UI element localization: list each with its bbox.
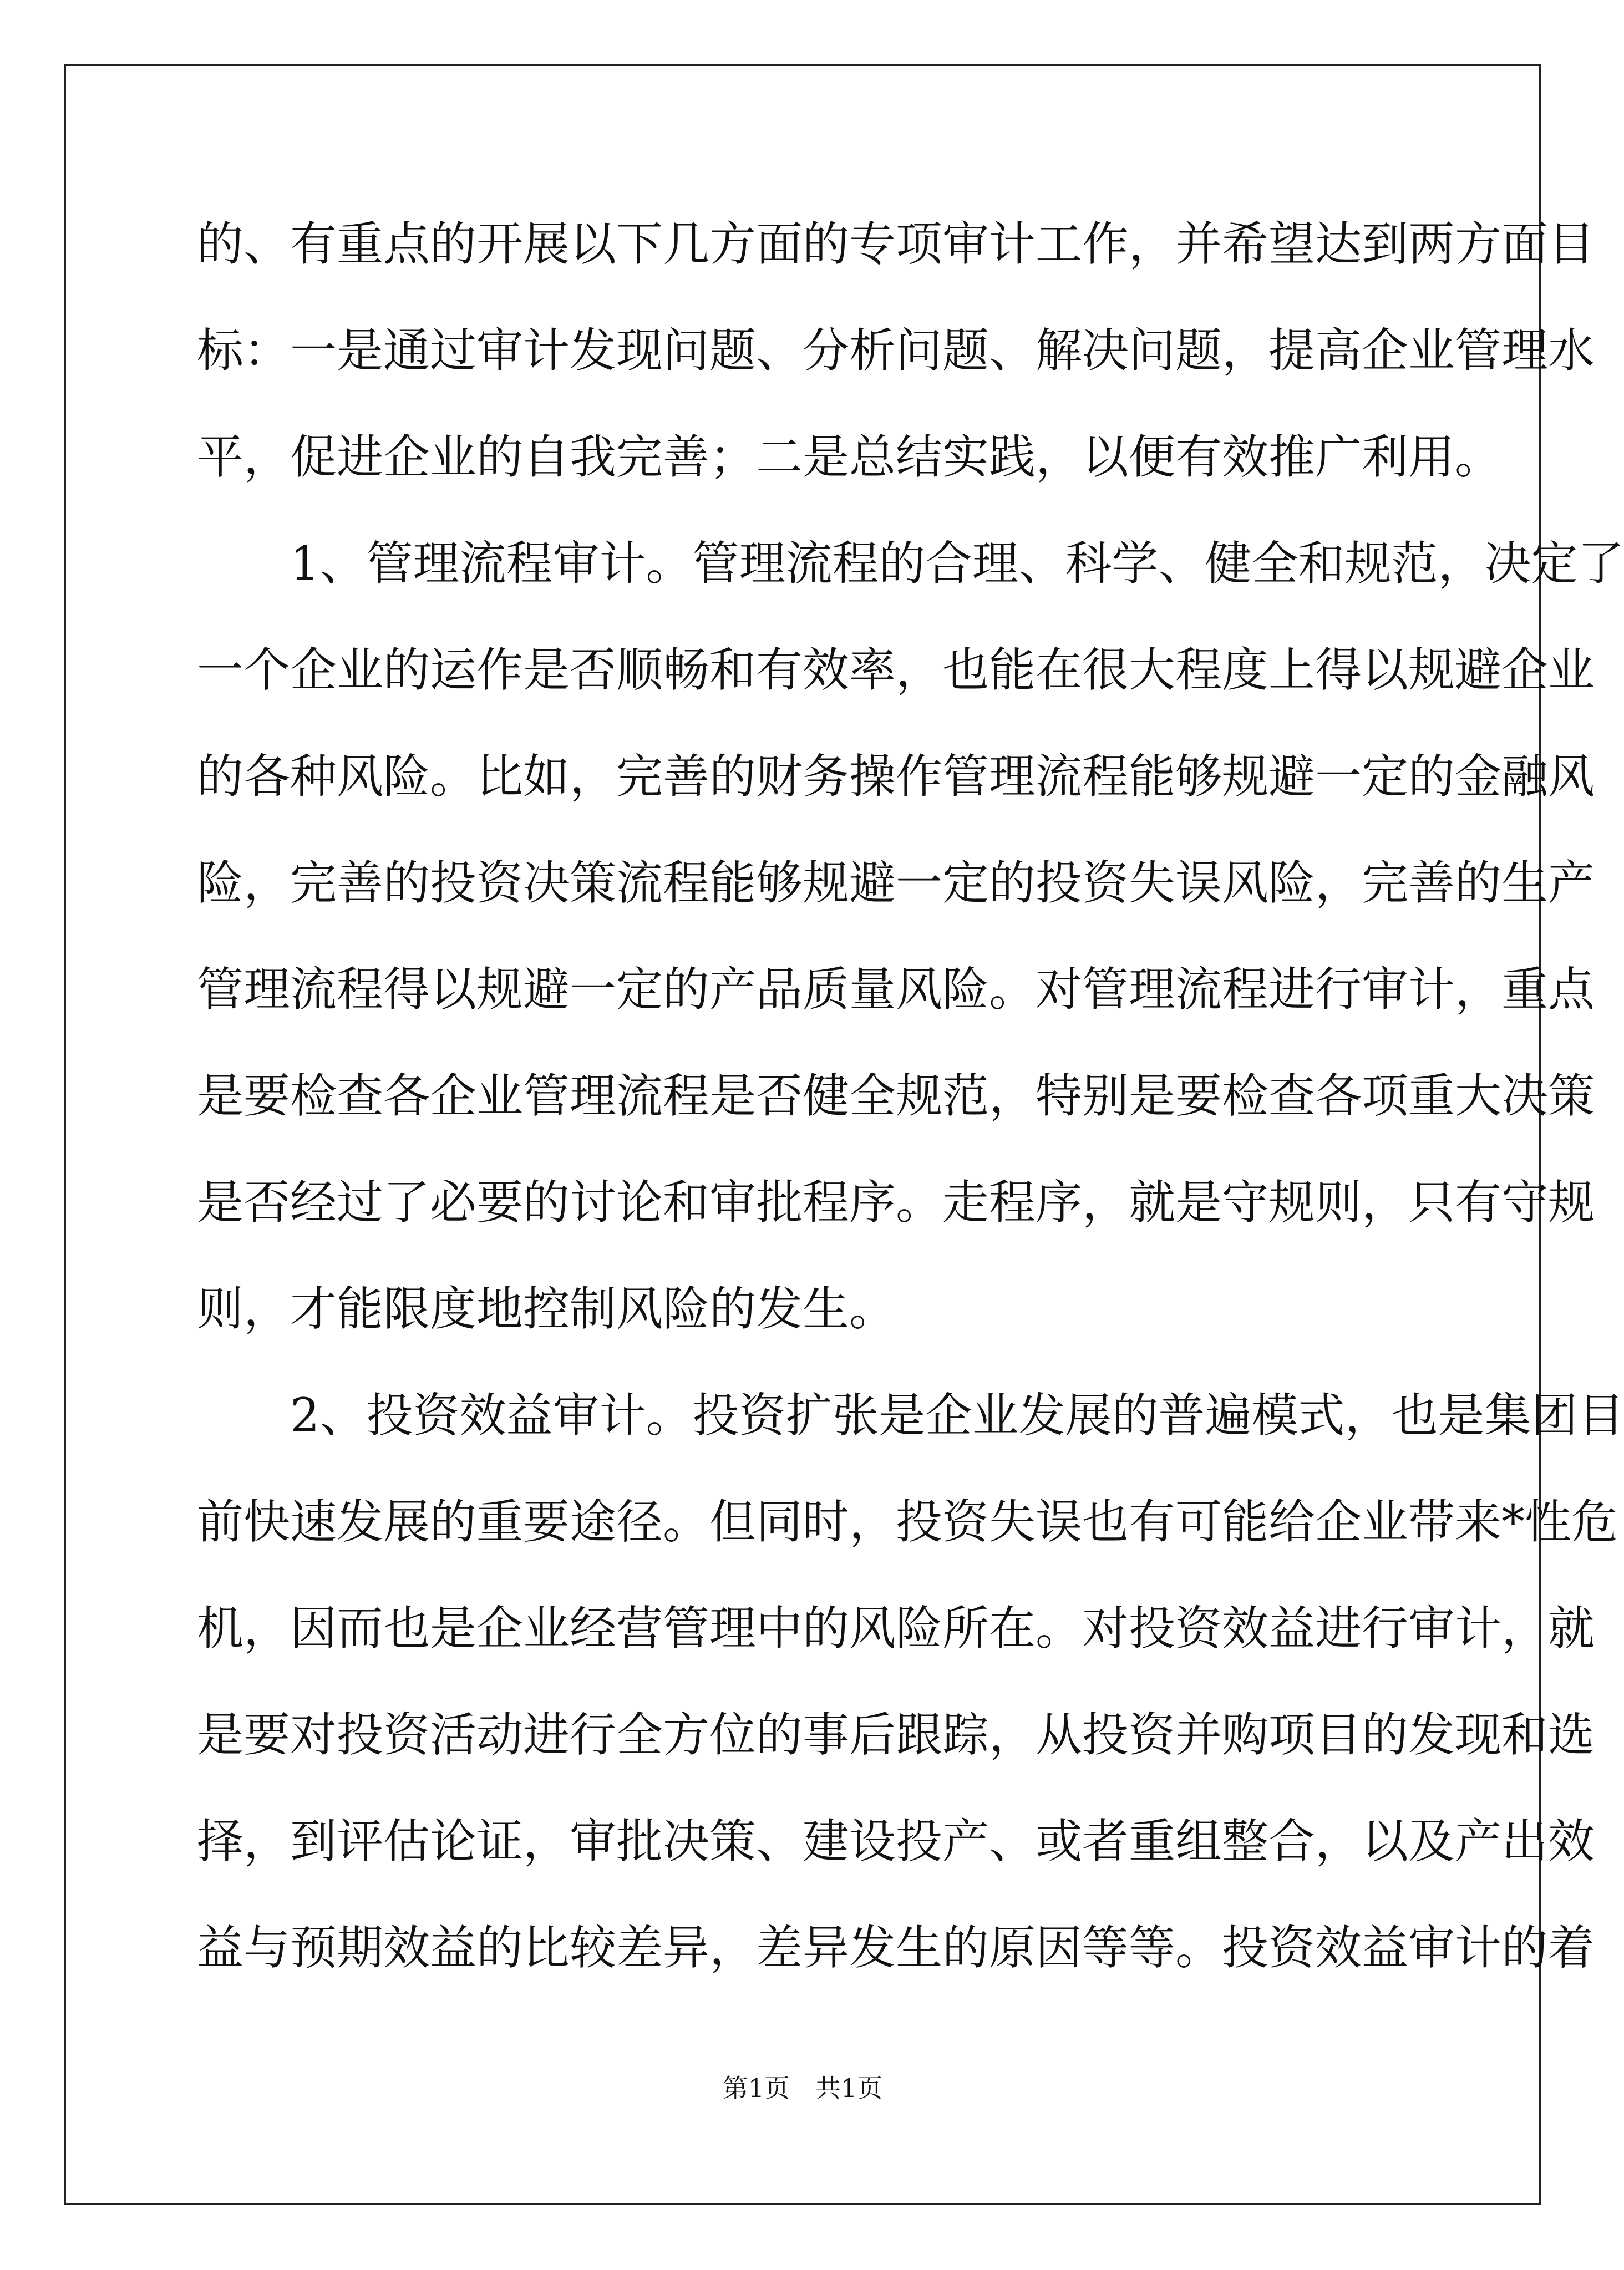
text-line: 一个企业的运作是否顺畅和有效率，也能在很大程度上得以规避企业 [197,643,1595,697]
text-line: 管理流程得以规避一定的产品质量风险。对管理流程进行审计，重点 [197,962,1595,1017]
text-line: 1、管理流程审计。管理流程的合理、科学、健全和规范，决定了 [197,536,1624,591]
page-footer: 第1页 共1页 [722,2073,883,2103]
text-line: 益与预期效益的比较差异，差异发生的原因等等。投资效益审计的着 [197,1921,1595,1975]
text-line: 平，促进企业的自我完善；二是总结实践，以便有效推广利用。 [197,430,1502,484]
text-line: 是要检查各企业管理流程是否健全规范，特别是要检查各项重大决策 [197,1069,1595,1123]
document-body [197,217,1624,2031]
text-line: 是要对投资活动进行全方位的事后跟踪，从投资并购项目的发现和选 [197,1708,1595,1762]
text-line: 机，因而也是企业经营管理中的风险所在。对投资效益进行审计，就 [197,1601,1595,1655]
text-line: 是否经过了必要的讨论和审批程序。走程序，就是守规则，只有守规 [197,1175,1595,1230]
text-line: 择，到评估论证，审批决策、建设投产、或者重组整合，以及产出效 [197,1814,1595,1868]
text-line: 2、投资效益审计。投资扩张是企业发展的普遍模式，也是集团目 [197,1388,1624,1443]
text-line: 的、有重点的开展以下几方面的专项审计工作，并希望达到两方面目 [197,217,1595,271]
text-line: 前快速发展的重要途径。但同时，投资失误也有可能给企业带来*性危 [197,1495,1618,1549]
text-line: 标：一是通过审计发现问题、分析问题、解决问题，提高企业管理水 [197,323,1595,378]
text-line: 险，完善的投资决策流程能够规避一定的投资失误风险，完善的生产 [197,856,1595,910]
text-line: 的各种风险。比如，完善的财务操作管理流程能够规避一定的金融风 [197,749,1595,804]
text-line: 则，才能限度地控制风险的发生。 [197,1282,896,1336]
